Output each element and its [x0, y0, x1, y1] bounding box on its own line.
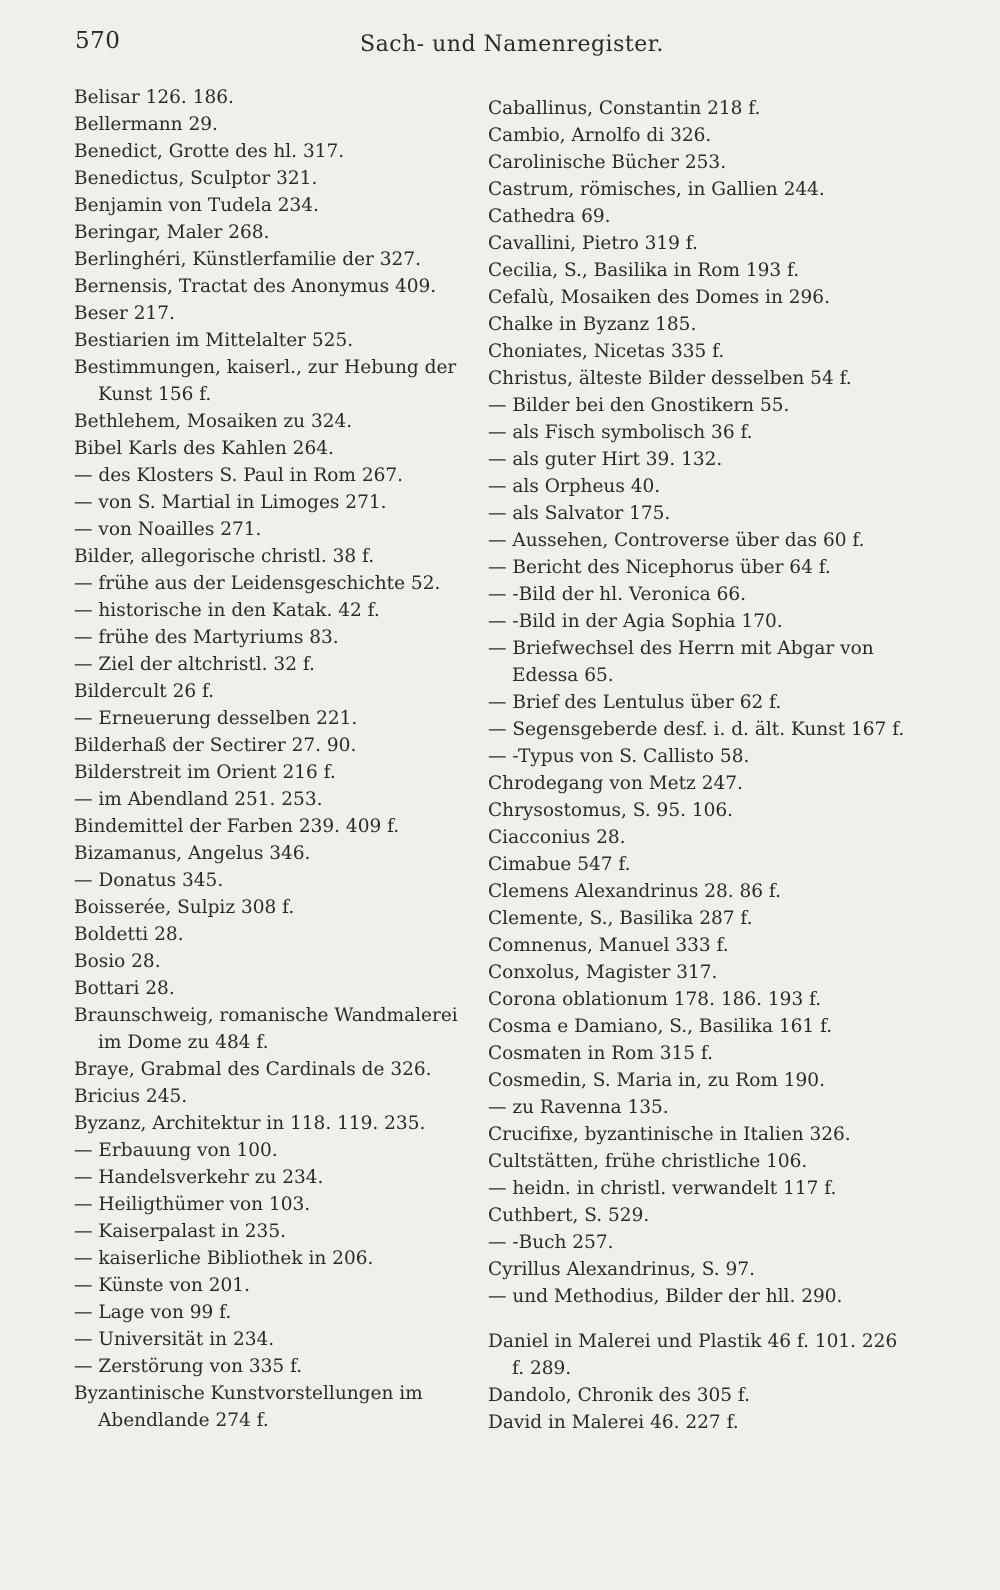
index-entry: Bizamanus, Angelus 346. — [74, 843, 311, 864]
index-entry: — Aussehen, Controverse über das 60 f. — [488, 530, 865, 551]
index-entry: Clemens Alexandrinus 28. 86 f. — [488, 881, 782, 902]
index-entry: Cuthbert, S. 529. — [488, 1205, 650, 1226]
index-entry: — und Methodius, Bilder der hll. 290. — [488, 1286, 843, 1307]
index-entry: — des Klosters S. Paul in Rom 267. — [74, 465, 404, 486]
index-entry: Bildercult 26 f. — [74, 681, 215, 702]
index-entry: — frühe aus der Leidensgeschichte 52. — [74, 573, 441, 594]
index-entry: Benjamin von Tudela 234. — [74, 195, 319, 216]
index-entry: Braunschweig, romanische Wandmalerei im Dome zu 484 f. — [74, 1005, 458, 1053]
index-entry: Boisserée, Sulpiz 308 f. — [74, 897, 295, 918]
index-entry: — Brief des Lentulus über 62 f. — [488, 692, 782, 713]
index-entry: Braye, Grabmal des Cardinals de 326. — [74, 1059, 432, 1080]
index-entry: — Ziel der altchristl. 32 f. — [74, 654, 315, 675]
index-entry: — -Typus von S. Callisto 58. — [488, 746, 750, 767]
index-entry: Berlinghéri, Künstlerfamilie der 327. — [74, 249, 421, 270]
index-entry: — Erbauung von 100. — [74, 1140, 278, 1161]
running-head: Sach- und Namenregister. — [360, 32, 664, 57]
index-entry: — Bericht des Nicephorus über 64 f. — [488, 557, 831, 578]
index-entry: Bellermann 29. — [74, 114, 218, 135]
index-entry: — von S. Martial in Limoges 271. — [74, 492, 387, 513]
index-entry: Bestiarien im Mittelalter 525. — [74, 330, 354, 351]
index-entry: — Bilder bei den Gnostikern 55. — [488, 395, 790, 416]
index-entry: — als Salvator 175. — [488, 503, 671, 524]
index-entry: — Heiligthümer von 103. — [74, 1194, 311, 1215]
index-entry: — historische in den Katak. 42 f. — [74, 600, 380, 621]
index-entry: — Zerstörung von 335 f. — [74, 1356, 303, 1377]
index-column-right — [488, 95, 908, 1436]
index-entry: Cathedra 69. — [488, 206, 611, 227]
index-entry: — Künste von 201. — [74, 1275, 250, 1296]
index-entry: Boldetti 28. — [74, 924, 184, 945]
index-entry: Cimabue 547 f. — [488, 854, 631, 875]
index-entry: Bottari 28. — [74, 978, 175, 999]
index-entry: Cecilia, S., Basilika in Rom 193 f. — [488, 260, 800, 281]
index-entry: — Universität in 234. — [74, 1329, 275, 1350]
index-entry: Choniates, Nicetas 335 f. — [488, 341, 725, 362]
index-entry: Bilderhaß der Sectirer 27. 90. — [74, 735, 357, 756]
index-entry: Corona oblationum 178. 186. 193 f. — [488, 989, 822, 1010]
index-entry: Bestimmungen, kaiserl., zur Hebung der Kunst 156 f. — [74, 357, 457, 405]
index-entry: Clemente, S., Basilika 287 f. — [488, 908, 753, 929]
index-entry: — Kaiserpalast in 235. — [74, 1221, 286, 1242]
index-entry: Cavallini, Pietro 319 f. — [488, 233, 698, 254]
index-entry: Chrysostomus, S. 95. 106. — [488, 800, 734, 821]
index-entry: Bernensis, Tractat des Anonymus 409. — [74, 276, 437, 297]
index-entry: Cosmaten in Rom 315 f. — [488, 1043, 713, 1064]
index-entry: — von Noailles 271. — [74, 519, 262, 540]
index-column-left — [74, 84, 474, 1434]
index-entry: Benedict, Grotte des hl. 317. — [74, 141, 345, 162]
index-entry: Dandolo, Chronik des 305 f. — [488, 1385, 750, 1406]
index-entry: Chalke in Byzanz 185. — [488, 314, 697, 335]
index-entry: — Erneuerung desselben 221. — [74, 708, 358, 729]
index-entry: — als Fisch symbolisch 36 f. — [488, 422, 753, 443]
index-entry: Christus, älteste Bilder desselben 54 f. — [488, 368, 852, 389]
index-entry: Daniel in Malerei und Plastik 46 f. 101. 226 f. 289. — [488, 1331, 898, 1379]
index-entry: Crucifixe, byzantinische in Italien 326. — [488, 1124, 851, 1145]
index-entry: Cosma e Damiano, S., Basilika 161 f. — [488, 1016, 833, 1037]
index-entry: — kaiserliche Bibliothek in 206. — [74, 1248, 374, 1269]
index-entry: Bosio 28. — [74, 951, 161, 972]
index-entry: — Donatus 345. — [74, 870, 224, 891]
index-entry: Caballinus, Constantin 218 f. — [488, 98, 761, 119]
index-entry: Bilderstreit im Orient 216 f. — [74, 762, 336, 783]
index-entry: Comnenus, Manuel 333 f. — [488, 935, 729, 956]
index-entry: — Segensgeberde desf. i. d. ält. Kunst 167 f. — [488, 719, 905, 740]
index-entry: Byzanz, Architektur in 118. 119. 235. — [74, 1113, 426, 1134]
index-entry: — als guter Hirt 39. 132. — [488, 449, 723, 470]
index-entry: — Handelsverkehr zu 234. — [74, 1167, 324, 1188]
index-entry: — Briefwechsel des Herrn mit Abgar von Edessa 65. — [488, 638, 874, 686]
index-entry: Bricius 245. — [74, 1086, 188, 1107]
index-entry: David in Malerei 46. 227 f. — [488, 1412, 739, 1433]
index-entry: Ciacconius 28. — [488, 827, 626, 848]
page-number: 570 — [75, 28, 121, 54]
index-entry: — als Orpheus 40. — [488, 476, 661, 497]
index-entry: Belisar 126. 186. — [74, 87, 234, 108]
index-entry: Bethlehem, Mosaiken zu 324. — [74, 411, 353, 432]
index-entry: Carolinische Bücher 253. — [488, 152, 727, 173]
index-entry: Chrodegang von Metz 247. — [488, 773, 743, 794]
index-entry: Cefalù, Mosaiken des Domes in 296. — [488, 287, 830, 308]
index-entry: — im Abendland 251. 253. — [74, 789, 323, 810]
index-entry: — frühe des Martyriums 83. — [74, 627, 339, 648]
index-entry: Bilder, allegorische christl. 38 f. — [74, 546, 375, 567]
index-entry: — heidn. in christl. verwandelt 117 f. — [488, 1178, 837, 1199]
index-entry: Cosmedin, S. Maria in, zu Rom 190. — [488, 1070, 825, 1091]
index-entry: Cyrillus Alexandrinus, S. 97. — [488, 1259, 755, 1280]
index-entry: Bindemittel der Farben 239. 409 f. — [74, 816, 400, 837]
index-entry: Byzantinische Kunstvorstellungen im Abendlande 274 f. — [74, 1383, 423, 1431]
index-entry: — Lage von 99 f. — [74, 1302, 232, 1323]
index-entry: Cambio, Arnolfo di 326. — [488, 125, 712, 146]
index-entry: Conxolus, Magister 317. — [488, 962, 718, 983]
index-entry: Bibel Karls des Kahlen 264. — [74, 438, 334, 459]
index-entry: Benedictus, Sculptor 321. — [74, 168, 318, 189]
index-entry: Beringar, Maler 268. — [74, 222, 270, 243]
index-entry: — -Buch 257. — [488, 1232, 614, 1253]
index-entry: Beser 217. — [74, 303, 175, 324]
index-entry: — -Bild in der Agia Sophia 170. — [488, 611, 783, 632]
index-entry: Cultstätten, frühe christliche 106. — [488, 1151, 808, 1172]
index-entry: — -Bild der hl. Veronica 66. — [488, 584, 747, 605]
index-entry: Castrum, römisches, in Gallien 244. — [488, 179, 825, 200]
index-entry: — zu Ravenna 135. — [488, 1097, 669, 1118]
